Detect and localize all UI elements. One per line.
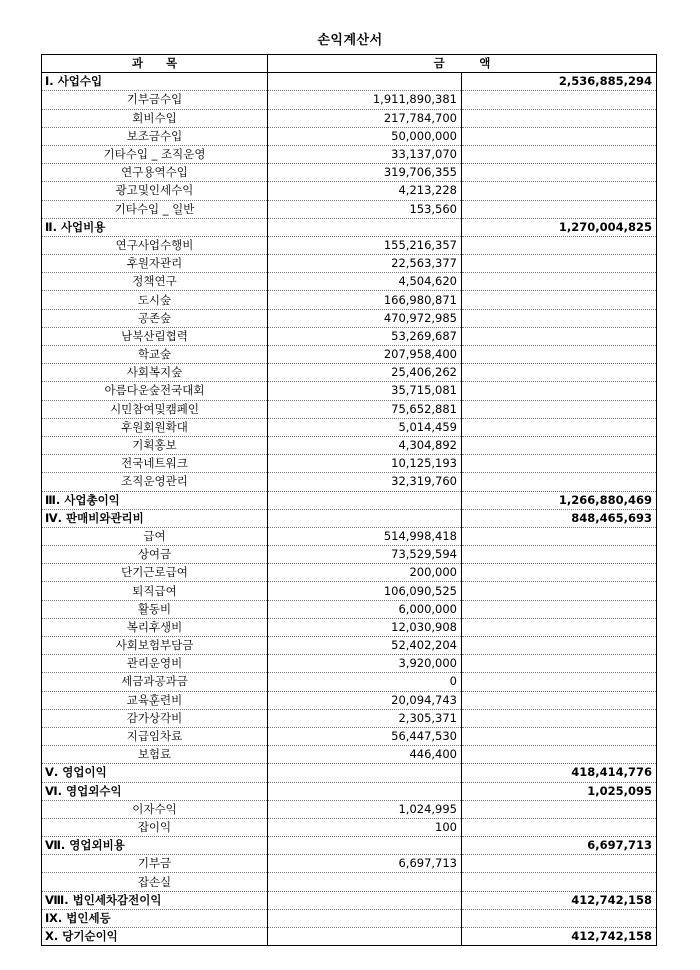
item-name: 시민참여및캠페인 bbox=[42, 400, 268, 418]
line-item-row bbox=[42, 436, 657, 454]
line-item-row bbox=[42, 255, 657, 273]
item-amount: 10,125,193 bbox=[268, 455, 462, 473]
line-item-row bbox=[42, 109, 657, 127]
line-item-row bbox=[42, 200, 657, 218]
item-name: 기부금수입 bbox=[42, 91, 268, 109]
item-amount: 217,784,700 bbox=[268, 109, 462, 127]
section-name: Ⅲ. 사업총이익 bbox=[42, 491, 268, 509]
item-name: 후원회원확대 bbox=[42, 418, 268, 436]
section-total bbox=[462, 164, 657, 182]
item-name: 기타수입 _ 일반 bbox=[42, 200, 268, 218]
section-total bbox=[462, 346, 657, 364]
line-item-row bbox=[42, 709, 657, 727]
line-item-row bbox=[42, 655, 657, 673]
item-name: 관리운영비 bbox=[42, 655, 268, 673]
item-amount bbox=[268, 909, 462, 927]
section-name: Ⅹ. 당기순이익 bbox=[42, 928, 268, 946]
item-amount: 35,715,081 bbox=[268, 382, 462, 400]
item-name: 기부금 bbox=[42, 855, 268, 873]
section-total bbox=[462, 273, 657, 291]
item-amount bbox=[268, 837, 462, 855]
item-name: 지급임차료 bbox=[42, 727, 268, 745]
section-total bbox=[462, 400, 657, 418]
item-amount bbox=[268, 218, 462, 236]
section-total bbox=[462, 582, 657, 600]
section-row bbox=[42, 73, 657, 91]
item-name: 보조금수입 bbox=[42, 127, 268, 145]
section-total bbox=[462, 436, 657, 454]
section-name: Ⅸ. 법인세등 bbox=[42, 909, 268, 927]
item-name: 회비수입 bbox=[42, 109, 268, 127]
section-total: 848,465,693 bbox=[462, 509, 657, 527]
item-name: 사회복지숲 bbox=[42, 364, 268, 382]
item-amount: 6,697,713 bbox=[268, 855, 462, 873]
section-total bbox=[462, 309, 657, 327]
section-total: 1,025,095 bbox=[462, 782, 657, 800]
line-item-row bbox=[42, 618, 657, 636]
line-item-row bbox=[42, 691, 657, 709]
item-amount: 20,094,743 bbox=[268, 691, 462, 709]
section-total bbox=[462, 364, 657, 382]
line-item-row bbox=[42, 746, 657, 764]
item-amount bbox=[268, 782, 462, 800]
table-header-row bbox=[42, 55, 657, 73]
item-amount bbox=[268, 873, 462, 891]
section-total bbox=[462, 709, 657, 727]
section-total bbox=[462, 618, 657, 636]
item-amount: 6,000,000 bbox=[268, 600, 462, 618]
item-name: 공존숲 bbox=[42, 309, 268, 327]
section-total bbox=[462, 800, 657, 818]
item-amount: 25,406,262 bbox=[268, 364, 462, 382]
item-name: 잡이익 bbox=[42, 818, 268, 836]
item-name: 정책연구 bbox=[42, 273, 268, 291]
item-amount: 75,652,881 bbox=[268, 400, 462, 418]
section-total bbox=[462, 145, 657, 163]
section-total: 1,270,004,825 bbox=[462, 218, 657, 236]
line-item-row bbox=[42, 364, 657, 382]
line-item-row bbox=[42, 418, 657, 436]
section-total bbox=[462, 91, 657, 109]
section-name: Ⅷ. 법인세차감전이익 bbox=[42, 891, 268, 909]
section-total bbox=[462, 673, 657, 691]
item-amount: 50,000,000 bbox=[268, 127, 462, 145]
account-header: 과 목 bbox=[42, 55, 268, 73]
line-item-row bbox=[42, 236, 657, 254]
item-amount bbox=[268, 764, 462, 782]
section-total bbox=[462, 691, 657, 709]
line-item-row bbox=[42, 127, 657, 145]
amount-header: 금 액 bbox=[268, 55, 657, 73]
item-amount: 1,911,890,381 bbox=[268, 91, 462, 109]
line-item-row bbox=[42, 473, 657, 491]
section-total bbox=[462, 746, 657, 764]
item-amount: 153,560 bbox=[268, 200, 462, 218]
item-name: 단기근로급여 bbox=[42, 564, 268, 582]
line-item-row bbox=[42, 527, 657, 545]
line-item-row bbox=[42, 91, 657, 109]
item-amount: 73,529,594 bbox=[268, 546, 462, 564]
section-total bbox=[462, 564, 657, 582]
statement-body bbox=[42, 55, 657, 946]
item-name: 감가상각비 bbox=[42, 709, 268, 727]
item-name: 학교숲 bbox=[42, 346, 268, 364]
item-name: 세금과공과금 bbox=[42, 673, 268, 691]
item-amount: 2,305,371 bbox=[268, 709, 462, 727]
line-item-row bbox=[42, 800, 657, 818]
section-row bbox=[42, 909, 657, 927]
section-row bbox=[42, 509, 657, 527]
line-item-row bbox=[42, 564, 657, 582]
item-amount: 32,319,760 bbox=[268, 473, 462, 491]
item-amount: 56,447,530 bbox=[268, 727, 462, 745]
line-item-row bbox=[42, 546, 657, 564]
item-name: 급여 bbox=[42, 527, 268, 545]
item-name: 이자수익 bbox=[42, 800, 268, 818]
line-item-row bbox=[42, 145, 657, 163]
section-row bbox=[42, 491, 657, 509]
section-total bbox=[462, 873, 657, 891]
section-name: Ⅱ. 사업비용 bbox=[42, 218, 268, 236]
item-name: 활동비 bbox=[42, 600, 268, 618]
line-item-row bbox=[42, 327, 657, 345]
item-amount: 4,504,620 bbox=[268, 273, 462, 291]
item-amount: 514,998,418 bbox=[268, 527, 462, 545]
item-amount: 4,213,228 bbox=[268, 182, 462, 200]
section-total bbox=[462, 818, 657, 836]
item-amount: 106,090,525 bbox=[268, 582, 462, 600]
line-item-row bbox=[42, 291, 657, 309]
line-item-row bbox=[42, 855, 657, 873]
item-name: 기획홍보 bbox=[42, 436, 268, 454]
item-name: 상여금 bbox=[42, 546, 268, 564]
item-amount: 155,216,357 bbox=[268, 236, 462, 254]
section-row bbox=[42, 764, 657, 782]
line-item-row bbox=[42, 637, 657, 655]
item-amount: 100 bbox=[268, 818, 462, 836]
item-name: 잡손실 bbox=[42, 873, 268, 891]
section-total bbox=[462, 527, 657, 545]
line-item-row bbox=[42, 673, 657, 691]
section-total bbox=[462, 455, 657, 473]
item-name: 연구용역수입 bbox=[42, 164, 268, 182]
section-total: 2,536,885,294 bbox=[462, 73, 657, 91]
item-amount: 33,137,070 bbox=[268, 145, 462, 163]
line-item-row bbox=[42, 382, 657, 400]
item-name: 퇴직급여 bbox=[42, 582, 268, 600]
section-name: Ⅰ. 사업수입 bbox=[42, 73, 268, 91]
item-name: 광고및인세수익 bbox=[42, 182, 268, 200]
section-total: 412,742,158 bbox=[462, 928, 657, 946]
item-amount bbox=[268, 928, 462, 946]
item-amount bbox=[268, 491, 462, 509]
item-amount: 0 bbox=[268, 673, 462, 691]
section-row bbox=[42, 782, 657, 800]
line-item-row bbox=[42, 873, 657, 891]
section-total: 6,697,713 bbox=[462, 837, 657, 855]
section-name: Ⅴ. 영업이익 bbox=[42, 764, 268, 782]
item-name: 보험료 bbox=[42, 746, 268, 764]
item-name: 조직운영관리 bbox=[42, 473, 268, 491]
line-item-row bbox=[42, 818, 657, 836]
section-total bbox=[462, 255, 657, 273]
section-total bbox=[462, 200, 657, 218]
section-name: Ⅶ. 영업외비용 bbox=[42, 837, 268, 855]
line-item-row bbox=[42, 455, 657, 473]
line-item-row bbox=[42, 400, 657, 418]
section-row bbox=[42, 891, 657, 909]
item-amount bbox=[268, 509, 462, 527]
item-name: 전국네트워크 bbox=[42, 455, 268, 473]
section-total bbox=[462, 418, 657, 436]
item-amount: 22,563,377 bbox=[268, 255, 462, 273]
line-item-row bbox=[42, 600, 657, 618]
section-total bbox=[462, 600, 657, 618]
item-amount: 4,304,892 bbox=[268, 436, 462, 454]
item-amount: 166,980,871 bbox=[268, 291, 462, 309]
item-amount: 200,000 bbox=[268, 564, 462, 582]
item-amount: 470,972,985 bbox=[268, 309, 462, 327]
item-name: 교육훈련비 bbox=[42, 691, 268, 709]
section-name: Ⅵ. 영업외수익 bbox=[42, 782, 268, 800]
line-item-row bbox=[42, 164, 657, 182]
section-total bbox=[462, 909, 657, 927]
item-amount: 446,400 bbox=[268, 746, 462, 764]
item-amount: 5,014,459 bbox=[268, 418, 462, 436]
line-item-row bbox=[42, 309, 657, 327]
section-total bbox=[462, 473, 657, 491]
line-item-row bbox=[42, 182, 657, 200]
line-item-row bbox=[42, 727, 657, 745]
section-name: Ⅳ. 판매비와관리비 bbox=[42, 509, 268, 527]
section-row bbox=[42, 928, 657, 946]
item-name: 남북산림협력 bbox=[42, 327, 268, 345]
item-amount: 319,706,355 bbox=[268, 164, 462, 182]
section-total bbox=[462, 546, 657, 564]
section-total bbox=[462, 327, 657, 345]
section-total bbox=[462, 127, 657, 145]
section-total bbox=[462, 637, 657, 655]
line-item-row bbox=[42, 273, 657, 291]
item-name: 후원자관리 bbox=[42, 255, 268, 273]
item-name: 도시숲 bbox=[42, 291, 268, 309]
section-total bbox=[462, 182, 657, 200]
section-row bbox=[42, 837, 657, 855]
item-name: 사회보험부담금 bbox=[42, 637, 268, 655]
section-total: 412,742,158 bbox=[462, 891, 657, 909]
item-amount: 207,958,400 bbox=[268, 346, 462, 364]
item-amount: 12,030,908 bbox=[268, 618, 462, 636]
item-name: 복리후생비 bbox=[42, 618, 268, 636]
document-title: 손익계산서 bbox=[317, 33, 383, 48]
section-total bbox=[462, 236, 657, 254]
section-total bbox=[462, 655, 657, 673]
section-total bbox=[462, 382, 657, 400]
section-row bbox=[42, 218, 657, 236]
item-amount: 3,920,000 bbox=[268, 655, 462, 673]
item-amount bbox=[268, 73, 462, 91]
section-total bbox=[462, 109, 657, 127]
item-name: 기타수입 _ 조직운영 bbox=[42, 145, 268, 163]
section-total: 418,414,776 bbox=[462, 764, 657, 782]
section-total bbox=[462, 727, 657, 745]
line-item-row bbox=[42, 346, 657, 364]
section-total bbox=[462, 291, 657, 309]
section-total: 1,266,880,469 bbox=[462, 491, 657, 509]
item-amount: 52,402,204 bbox=[268, 637, 462, 655]
item-amount: 1,024,995 bbox=[268, 800, 462, 818]
item-amount bbox=[268, 891, 462, 909]
item-amount: 53,269,687 bbox=[268, 327, 462, 345]
item-name: 아름다운숲전국대회 bbox=[42, 382, 268, 400]
section-total bbox=[462, 855, 657, 873]
line-item-row bbox=[42, 582, 657, 600]
item-name: 연구사업수행비 bbox=[42, 236, 268, 254]
income-statement-table bbox=[41, 54, 657, 946]
